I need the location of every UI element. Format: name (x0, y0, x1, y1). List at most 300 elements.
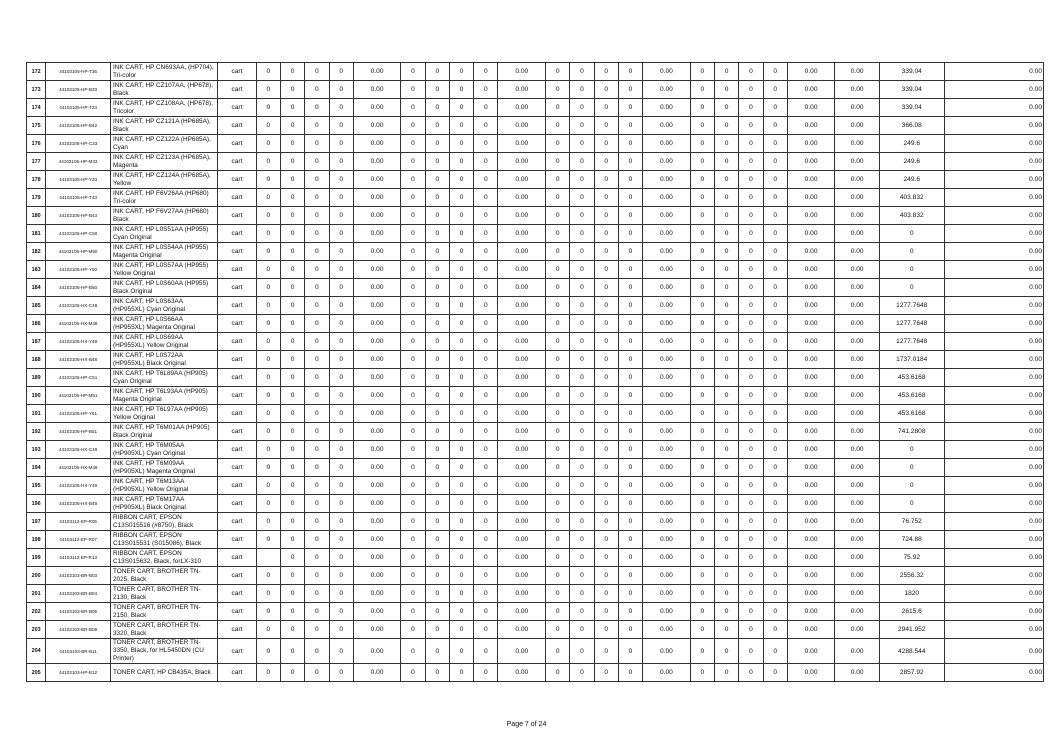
monthly-quantity: 0 (739, 297, 763, 315)
monthly-quantity: 0 (474, 117, 498, 135)
monthly-quantity: 0 (546, 531, 570, 549)
monthly-quantity: 0 (329, 387, 353, 405)
monthly-quantity: 0 (546, 664, 570, 682)
monthly-quantity: 0 (449, 261, 473, 279)
quarter-subtotal: 0.00 (498, 171, 546, 189)
monthly-quantity: 0 (280, 441, 304, 459)
quarter-subtotal: 0.00 (498, 531, 546, 549)
item-description: INK CART, HP T6M09AA (HP905XL) Magenta Original (110, 459, 217, 477)
monthly-quantity: 0 (474, 207, 498, 225)
monthly-quantity: 0 (546, 441, 570, 459)
total-amount: 0.00 (944, 585, 1043, 603)
quarter-subtotal: 0.00 (787, 333, 835, 351)
table-row (27, 567, 1044, 585)
monthly-quantity: 0 (690, 603, 714, 621)
monthly-quantity: 0 (401, 495, 425, 513)
monthly-quantity: 0 (256, 621, 280, 639)
monthly-quantity: 0 (256, 423, 280, 441)
quarter-subtotal: 0.00 (498, 603, 546, 621)
monthly-quantity: 0 (690, 279, 714, 297)
item-number: 200 (27, 567, 46, 585)
table-row (27, 171, 1044, 189)
monthly-quantity: 0 (449, 351, 473, 369)
item-code: 44103105-HP-C50 (46, 225, 111, 243)
monthly-quantity: 0 (570, 664, 594, 682)
monthly-quantity: 0 (594, 171, 618, 189)
monthly-quantity: 0 (474, 405, 498, 423)
monthly-quantity: 0 (256, 603, 280, 621)
monthly-quantity: 0 (570, 513, 594, 531)
monthly-quantity: 0 (449, 207, 473, 225)
monthly-quantity: 0 (425, 567, 449, 585)
monthly-quantity: 0 (474, 621, 498, 639)
monthly-quantity: 0 (449, 531, 473, 549)
monthly-quantity: 0 (714, 279, 738, 297)
monthly-quantity: 0 (425, 549, 449, 567)
monthly-quantity: 0 (425, 639, 449, 664)
monthly-quantity: 0 (714, 171, 738, 189)
monthly-quantity: 0 (425, 531, 449, 549)
item-description: RIBBON CART, EPSON C13S015531 (S015086), Black (110, 531, 217, 549)
monthly-quantity: 0 (449, 279, 473, 297)
unit-of-measure: cart (218, 495, 256, 513)
item-description: RIBBON CART, EPSON C13S015632, Black, forLX-310 (110, 549, 217, 567)
monthly-quantity: 0 (570, 423, 594, 441)
monthly-quantity: 0 (570, 567, 594, 585)
quarter-subtotal: 0.00 (787, 207, 835, 225)
item-description: INK CART, HP L0S57AA (HP955) Yellow Original (110, 261, 217, 279)
monthly-quantity: 0 (256, 405, 280, 423)
table-body (27, 63, 1044, 682)
monthly-quantity: 0 (690, 621, 714, 639)
monthly-quantity: 0 (690, 153, 714, 171)
monthly-quantity: 0 (714, 117, 738, 135)
monthly-quantity: 0 (570, 639, 594, 664)
monthly-quantity: 0 (401, 171, 425, 189)
quarter-subtotal: 0.00 (643, 171, 691, 189)
quarter-subtotal: 0.00 (787, 81, 835, 99)
monthly-quantity: 0 (305, 333, 329, 351)
monthly-quantity: 0 (546, 333, 570, 351)
monthly-quantity: 0 (594, 603, 618, 621)
monthly-quantity: 0 (305, 664, 329, 682)
monthly-quantity: 0 (714, 207, 738, 225)
monthly-quantity: 0 (714, 459, 738, 477)
table-row (27, 459, 1044, 477)
monthly-quantity: 0 (329, 261, 353, 279)
monthly-quantity: 0 (474, 99, 498, 117)
total-quantity: 0.00 (835, 279, 880, 297)
monthly-quantity: 0 (280, 664, 304, 682)
monthly-quantity: 0 (763, 664, 787, 682)
unit-price: 724.88 (879, 531, 944, 549)
item-code: 44103105-HX-B49 (46, 495, 111, 513)
unit-price: 2857.92 (879, 664, 944, 682)
monthly-quantity: 0 (449, 135, 473, 153)
monthly-quantity: 0 (425, 369, 449, 387)
unit-price: 453.6168 (879, 369, 944, 387)
monthly-quantity: 0 (280, 531, 304, 549)
quarter-subtotal: 0.00 (498, 513, 546, 531)
quarter-subtotal: 0.00 (787, 279, 835, 297)
monthly-quantity: 0 (690, 81, 714, 99)
monthly-quantity: 0 (763, 477, 787, 495)
monthly-quantity: 0 (618, 459, 642, 477)
monthly-quantity: 0 (449, 369, 473, 387)
monthly-quantity: 0 (401, 189, 425, 207)
monthly-quantity: 0 (763, 441, 787, 459)
unit-price: 249.6 (879, 153, 944, 171)
total-amount: 0.00 (944, 387, 1043, 405)
monthly-quantity: 0 (280, 513, 304, 531)
monthly-quantity: 0 (474, 495, 498, 513)
monthly-quantity: 0 (256, 567, 280, 585)
item-code: 44103103-BR-B03 (46, 567, 111, 585)
total-quantity: 0.00 (835, 225, 880, 243)
unit-price: 4288.544 (879, 639, 944, 664)
monthly-quantity: 0 (714, 531, 738, 549)
quarter-subtotal: 0.00 (498, 99, 546, 117)
quarter-subtotal: 0.00 (353, 153, 401, 171)
unit-of-measure: cart (218, 99, 256, 117)
monthly-quantity: 0 (594, 135, 618, 153)
monthly-quantity: 0 (256, 459, 280, 477)
quarter-subtotal: 0.00 (787, 639, 835, 664)
total-amount: 0.00 (944, 513, 1043, 531)
monthly-quantity: 0 (739, 621, 763, 639)
monthly-quantity: 0 (618, 585, 642, 603)
inventory-sheet (26, 62, 1044, 682)
monthly-quantity: 0 (739, 477, 763, 495)
monthly-quantity: 0 (256, 117, 280, 135)
monthly-quantity: 0 (256, 664, 280, 682)
quarter-subtotal: 0.00 (643, 369, 691, 387)
item-description: INK CART, HP F6V26AA (HP680) Tri-color (110, 189, 217, 207)
total-quantity: 0.00 (835, 243, 880, 261)
item-code: 44103105-HP-T43 (46, 189, 111, 207)
item-number: 201 (27, 585, 46, 603)
monthly-quantity: 0 (739, 513, 763, 531)
monthly-quantity: 0 (714, 387, 738, 405)
item-description: INK CART, HP T6L97AA (HP905) Yellow Original (110, 405, 217, 423)
monthly-quantity: 0 (449, 459, 473, 477)
monthly-quantity: 0 (305, 207, 329, 225)
total-amount: 0.00 (944, 405, 1043, 423)
item-code: 44103105-HP-B33 (46, 81, 111, 99)
quarter-subtotal: 0.00 (353, 315, 401, 333)
monthly-quantity: 0 (570, 549, 594, 567)
quarter-subtotal: 0.00 (787, 495, 835, 513)
monthly-quantity: 0 (739, 189, 763, 207)
unit-of-measure: cart (218, 585, 256, 603)
monthly-quantity: 0 (618, 99, 642, 117)
monthly-quantity: 0 (425, 171, 449, 189)
monthly-quantity: 0 (449, 315, 473, 333)
item-code: 44103105-HX-M48 (46, 315, 111, 333)
table-row (27, 423, 1044, 441)
quarter-subtotal: 0.00 (353, 171, 401, 189)
monthly-quantity: 0 (329, 495, 353, 513)
item-number: 180 (27, 207, 46, 225)
item-number: 205 (27, 664, 46, 682)
monthly-quantity: 0 (594, 459, 618, 477)
monthly-quantity: 0 (280, 567, 304, 585)
monthly-quantity: 0 (401, 261, 425, 279)
monthly-quantity: 0 (305, 297, 329, 315)
monthly-quantity: 0 (474, 459, 498, 477)
quarter-subtotal: 0.00 (643, 441, 691, 459)
monthly-quantity: 0 (546, 225, 570, 243)
monthly-quantity: 0 (425, 225, 449, 243)
monthly-quantity: 0 (594, 315, 618, 333)
monthly-quantity: 0 (763, 135, 787, 153)
quarter-subtotal: 0.00 (498, 405, 546, 423)
unit-price: 0 (879, 243, 944, 261)
quarter-subtotal: 0.00 (643, 279, 691, 297)
monthly-quantity: 0 (690, 333, 714, 351)
monthly-quantity: 0 (618, 639, 642, 664)
monthly-quantity: 0 (546, 297, 570, 315)
monthly-quantity: 0 (474, 153, 498, 171)
monthly-quantity: 0 (280, 459, 304, 477)
total-quantity: 0.00 (835, 99, 880, 117)
monthly-quantity: 0 (714, 225, 738, 243)
monthly-quantity: 0 (329, 513, 353, 531)
unit-of-measure: cart (218, 279, 256, 297)
total-quantity: 0.00 (835, 459, 880, 477)
item-code: 44103105-HX-B48 (46, 351, 111, 369)
total-quantity: 0.00 (835, 297, 880, 315)
quarter-subtotal: 0.00 (353, 189, 401, 207)
monthly-quantity: 0 (474, 585, 498, 603)
table-row (27, 549, 1044, 567)
item-number: 175 (27, 117, 46, 135)
quarter-subtotal: 0.00 (643, 315, 691, 333)
monthly-quantity: 0 (594, 405, 618, 423)
table-row (27, 315, 1044, 333)
monthly-quantity: 0 (329, 171, 353, 189)
monthly-quantity: 0 (690, 117, 714, 135)
total-quantity: 0.00 (835, 315, 880, 333)
unit-of-measure: cart (218, 441, 256, 459)
unit-price: 0 (879, 459, 944, 477)
unit-price: 453.6168 (879, 405, 944, 423)
monthly-quantity: 0 (763, 207, 787, 225)
quarter-subtotal: 0.00 (643, 243, 691, 261)
total-quantity: 0.00 (835, 664, 880, 682)
quarter-subtotal: 0.00 (643, 459, 691, 477)
total-amount: 0.00 (944, 297, 1043, 315)
quarter-subtotal: 0.00 (498, 153, 546, 171)
monthly-quantity: 0 (329, 441, 353, 459)
total-quantity: 0.00 (835, 567, 880, 585)
total-quantity: 0.00 (835, 261, 880, 279)
unit-price: 75.92 (879, 549, 944, 567)
monthly-quantity: 0 (618, 117, 642, 135)
monthly-quantity: 0 (714, 585, 738, 603)
monthly-quantity: 0 (594, 387, 618, 405)
monthly-quantity: 0 (329, 153, 353, 171)
monthly-quantity: 0 (690, 99, 714, 117)
total-amount: 0.00 (944, 423, 1043, 441)
unit-of-measure: cart (218, 81, 256, 99)
monthly-quantity: 0 (449, 63, 473, 81)
quarter-subtotal: 0.00 (643, 189, 691, 207)
monthly-quantity: 0 (690, 207, 714, 225)
monthly-quantity: 0 (474, 549, 498, 567)
quarter-subtotal: 0.00 (643, 477, 691, 495)
item-number: 186 (27, 315, 46, 333)
quarter-subtotal: 0.00 (353, 603, 401, 621)
table-row (27, 189, 1044, 207)
monthly-quantity: 0 (618, 153, 642, 171)
monthly-quantity: 0 (739, 99, 763, 117)
quarter-subtotal: 0.00 (498, 495, 546, 513)
monthly-quantity: 0 (256, 171, 280, 189)
table-row (27, 63, 1044, 81)
item-description: INK CART, HP CZ124A (HP685A), Yellow (110, 171, 217, 189)
monthly-quantity: 0 (714, 81, 738, 99)
monthly-quantity: 0 (739, 639, 763, 664)
item-number: 182 (27, 243, 46, 261)
monthly-quantity: 0 (256, 369, 280, 387)
unit-price: 2556.32 (879, 567, 944, 585)
monthly-quantity: 0 (401, 81, 425, 99)
total-amount: 0.00 (944, 315, 1043, 333)
item-description: INK CART, HP L0S69AA (HP955XL) Yellow Original (110, 333, 217, 351)
item-code: 44103105-HX-C49 (46, 441, 111, 459)
monthly-quantity: 0 (690, 664, 714, 682)
unit-of-measure: cart (218, 639, 256, 664)
monthly-quantity: 0 (570, 531, 594, 549)
monthly-quantity: 0 (570, 621, 594, 639)
item-description: INK CART, HP CZ107AA, (HP678), Black (110, 81, 217, 99)
monthly-quantity: 0 (763, 423, 787, 441)
monthly-quantity: 0 (256, 477, 280, 495)
monthly-quantity: 0 (618, 171, 642, 189)
monthly-quantity: 0 (570, 207, 594, 225)
quarter-subtotal: 0.00 (498, 567, 546, 585)
monthly-quantity: 0 (690, 495, 714, 513)
table-row (27, 639, 1044, 664)
quarter-subtotal: 0.00 (787, 459, 835, 477)
monthly-quantity: 0 (280, 639, 304, 664)
monthly-quantity: 0 (401, 207, 425, 225)
monthly-quantity: 0 (449, 117, 473, 135)
quarter-subtotal: 0.00 (787, 387, 835, 405)
monthly-quantity: 0 (570, 315, 594, 333)
quarter-subtotal: 0.00 (353, 351, 401, 369)
unit-price: 249.6 (879, 171, 944, 189)
quarter-subtotal: 0.00 (643, 351, 691, 369)
total-amount: 0.00 (944, 135, 1043, 153)
quarter-subtotal: 0.00 (353, 477, 401, 495)
monthly-quantity: 0 (329, 405, 353, 423)
unit-of-measure: cart (218, 549, 256, 567)
monthly-quantity: 0 (739, 63, 763, 81)
monthly-quantity: 0 (256, 351, 280, 369)
monthly-quantity: 0 (280, 63, 304, 81)
monthly-quantity: 0 (401, 135, 425, 153)
unit-price: 1277.7648 (879, 315, 944, 333)
monthly-quantity: 0 (763, 225, 787, 243)
total-amount: 0.00 (944, 351, 1043, 369)
table-row (27, 297, 1044, 315)
item-code: 44103105-HX-C48 (46, 297, 111, 315)
monthly-quantity: 0 (714, 99, 738, 117)
monthly-quantity: 0 (329, 189, 353, 207)
monthly-quantity: 0 (474, 243, 498, 261)
monthly-quantity: 0 (256, 279, 280, 297)
unit-price: 1277.7648 (879, 297, 944, 315)
monthly-quantity: 0 (474, 351, 498, 369)
monthly-quantity: 0 (714, 664, 738, 682)
monthly-quantity: 0 (546, 639, 570, 664)
monthly-quantity: 0 (690, 423, 714, 441)
table-row (27, 243, 1044, 261)
total-amount: 0.00 (944, 243, 1043, 261)
monthly-quantity: 0 (280, 477, 304, 495)
monthly-quantity: 0 (401, 664, 425, 682)
monthly-quantity: 0 (474, 261, 498, 279)
monthly-quantity: 0 (763, 369, 787, 387)
monthly-quantity: 0 (618, 189, 642, 207)
item-number: 188 (27, 351, 46, 369)
monthly-quantity: 0 (618, 664, 642, 682)
item-number: 191 (27, 405, 46, 423)
unit-of-measure: cart (218, 297, 256, 315)
monthly-quantity: 0 (449, 297, 473, 315)
monthly-quantity: 0 (594, 297, 618, 315)
monthly-quantity: 0 (305, 225, 329, 243)
monthly-quantity (256, 549, 280, 567)
item-description: INK CART, HP T6M01AA (HP905) Black Original (110, 423, 217, 441)
monthly-quantity: 0 (594, 531, 618, 549)
monthly-quantity: 0 (256, 513, 280, 531)
item-code: 44103103-BR-B11 (46, 639, 111, 664)
total-quantity: 0.00 (835, 153, 880, 171)
total-amount: 0.00 (944, 117, 1043, 135)
monthly-quantity: 0 (425, 495, 449, 513)
table-row (27, 405, 1044, 423)
monthly-quantity: 0 (280, 207, 304, 225)
monthly-quantity: 0 (401, 513, 425, 531)
monthly-quantity: 0 (739, 441, 763, 459)
table-row (27, 441, 1044, 459)
monthly-quantity: 0 (690, 171, 714, 189)
quarter-subtotal: 0.00 (498, 387, 546, 405)
quarter-subtotal: 0.00 (787, 567, 835, 585)
table-row (27, 621, 1044, 639)
monthly-quantity: 0 (425, 513, 449, 531)
monthly-quantity: 0 (256, 81, 280, 99)
monthly-quantity: 0 (449, 387, 473, 405)
monthly-quantity: 0 (280, 135, 304, 153)
monthly-quantity: 0 (618, 369, 642, 387)
item-number: 193 (27, 441, 46, 459)
monthly-quantity: 0 (329, 315, 353, 333)
monthly-quantity: 0 (401, 153, 425, 171)
item-number: 185 (27, 297, 46, 315)
quarter-subtotal: 0.00 (787, 153, 835, 171)
quarter-subtotal: 0.00 (643, 333, 691, 351)
unit-price: 0 (879, 477, 944, 495)
table-row (27, 513, 1044, 531)
monthly-quantity: 0 (305, 603, 329, 621)
quarter-subtotal: 0.00 (787, 405, 835, 423)
quarter-subtotal: 0.00 (498, 549, 546, 567)
monthly-quantity: 0 (280, 369, 304, 387)
